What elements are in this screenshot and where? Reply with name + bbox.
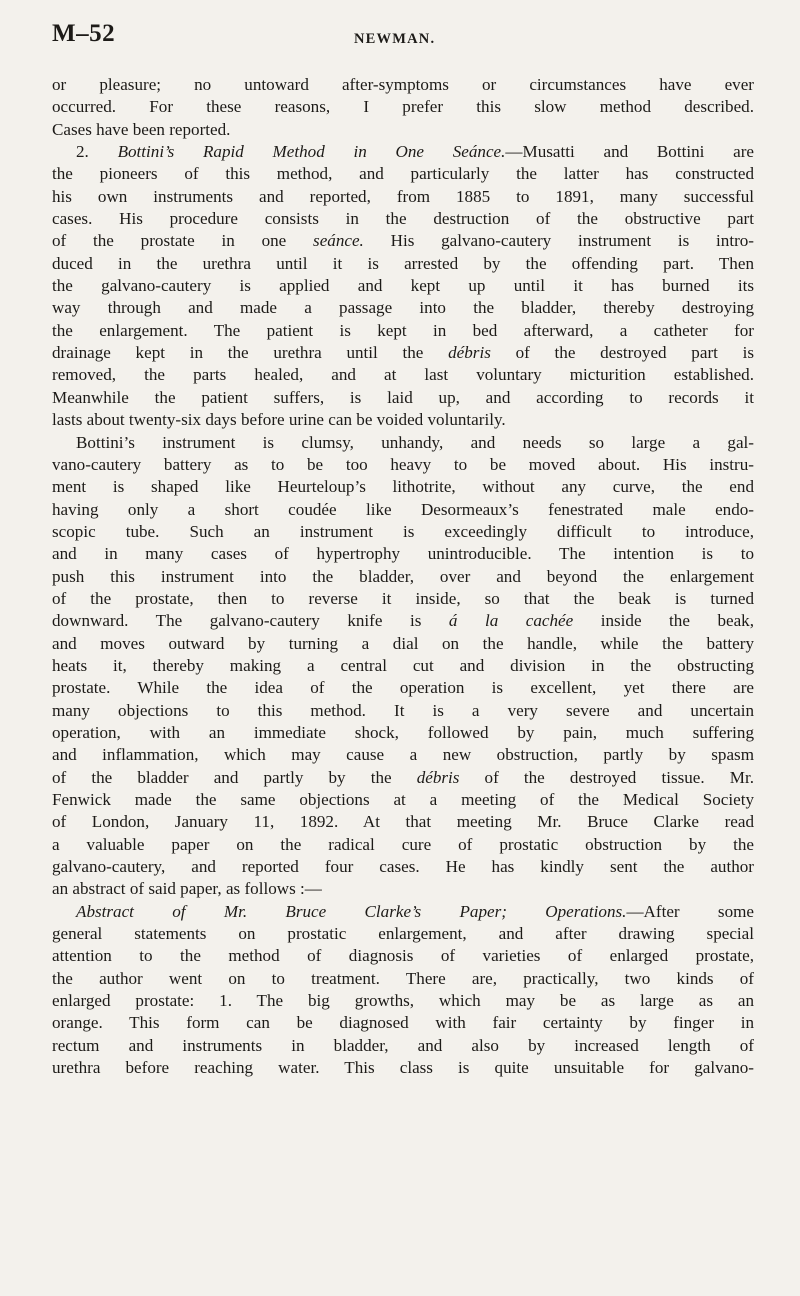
text-line: his own instruments and reported, from 1885 to 1891, many successful	[52, 186, 754, 206]
text-line: ment is shaped like Heurteloup’s lithotrite, without any curve, the end	[52, 477, 754, 497]
text-line: lasts about twenty-six days before urine can be voided voluntarily.	[52, 410, 506, 430]
text-line: many objections to this method. It is a very severe and uncertain	[52, 700, 754, 720]
text-line: scopic tube. Such an instrument is exceedingly difficult to introduce,	[52, 521, 754, 541]
text-line: an abstract of said paper, as follows :—	[52, 879, 322, 899]
text-line: vano-cautery battery as to be too heavy to be moved about. His instru-	[52, 454, 754, 474]
text-line: of the prostate in one seánce. His galvano-cautery instrument is intro-	[52, 231, 754, 251]
text-line: of London, January 11, 1892. At that meeting Mr. Bruce Clarke read	[52, 812, 754, 832]
text-line: orange. This form can be diagnosed with fair certainty by finger in	[52, 1013, 754, 1033]
text-line: Cases have been reported.	[52, 119, 231, 139]
text-line: of the bladder and partly by the débris of the destroyed tissue. Mr.	[52, 767, 754, 787]
text-line: and moves outward by turning a dial on the handle, while the battery	[52, 633, 754, 653]
text-line: heats it, thereby making a central cut and division in the obstructing	[52, 655, 754, 675]
text-line: and in many cases of hypertrophy unintroducible. The intention is to	[52, 544, 754, 564]
text-line: the enlargement. The patient is kept in bed afterward, a catheter for	[52, 320, 754, 340]
text-line: Fenwick made the same objections at a meeting of the Medical Society	[52, 790, 754, 809]
text-line: enlarged prostate: 1. The big growths, which may be as large as an	[52, 991, 754, 1011]
text-line: cases. His procedure consists in the destruction of the obstructive part	[52, 209, 754, 229]
text-line: operation, with an immediate shock, followed by pain, much suffering	[52, 722, 754, 742]
text-line: galvano-cautery, and reported four cases. He has kindly sent the author	[52, 857, 754, 877]
text-line: or pleasure; no untoward after-symptoms or circumstances have ever	[52, 75, 754, 94]
text-line: a valuable paper on the radical cure of prostatic obstruction by the	[52, 834, 754, 854]
text-line: and inflammation, which may cause a new obstruction, partly by spasm	[52, 745, 754, 765]
text-line: drainage kept in the urethra until the débris of the destroyed part is	[52, 343, 755, 363]
header-title: NEWMAN.	[354, 31, 436, 47]
text-line: of the prostate, then to reverse it inside, so that the beak is turned	[52, 588, 754, 608]
running-head	[52, 20, 752, 56]
text-line: having only a short coudée like Desormeaux’s fenestrated male endo-	[52, 499, 754, 519]
text-line: downward. The galvano-cautery knife is á la cachée inside the beak,	[52, 611, 754, 631]
text-line: Meanwhile the patient suffers, is laid up, and according to records it	[52, 387, 754, 407]
page-number: M–52	[52, 20, 116, 47]
text-line: the author went on to treatment. There are, practically, two kinds of	[52, 968, 754, 988]
section-heading-abstract: Abstract of Mr. Bruce Clarke’s Paper; Operations.—After some	[76, 901, 754, 921]
text-line: occurred. For these reasons, I prefer this slow method described.	[52, 97, 754, 117]
text-line: the pioneers of this method, and particularly the latter has constructed	[52, 164, 754, 184]
text-line: removed, the parts healed, and at last voluntary micturition established.	[52, 365, 754, 385]
body-text	[52, 74, 754, 1079]
text-line: Bottini’s instrument is clumsy, unhandy, and needs so large a gal-	[76, 432, 754, 452]
text-line: urethra before reaching water. This class is quite unsuitable for galvano-	[52, 1058, 754, 1078]
text-line: push this instrument into the bladder, over and beyond the enlargement	[52, 566, 754, 586]
text-line: attention to the method of diagnosis of varieties of enlarged prostate,	[52, 946, 754, 966]
text-line: general statements on prostatic enlargement, and after drawing special	[52, 924, 754, 944]
text-line: the galvano-cautery is applied and kept up until it has burned its	[52, 276, 754, 296]
text-line: rectum and instruments in bladder, and also by increased length of	[52, 1035, 754, 1055]
text-line: prostate. While the idea of the operation is excellent, yet there are	[52, 678, 754, 698]
section-heading-bottini: 2. Bottini’s Rapid Method in One Seánce.—Musatti and Bottini are	[76, 142, 754, 162]
text-line: duced in the urethra until it is arrested by the offending part. Then	[52, 253, 754, 273]
text-line: way through and made a passage into the bladder, thereby destroying	[52, 298, 754, 318]
